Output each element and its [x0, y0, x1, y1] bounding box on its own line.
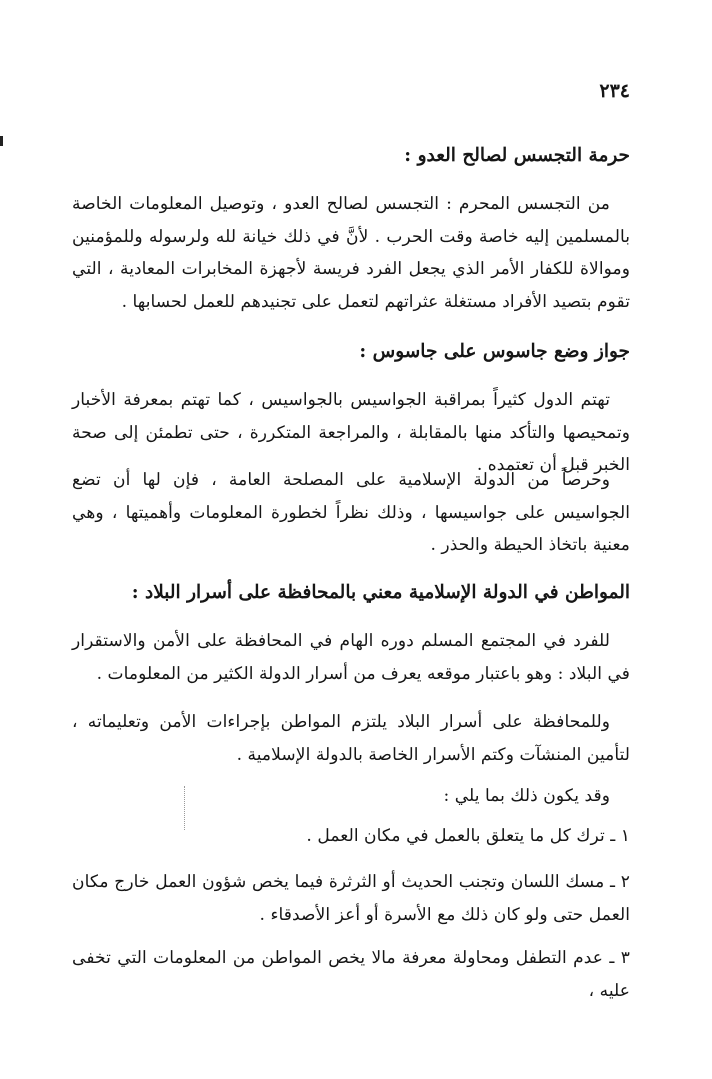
page-number: ٢٣٤	[599, 80, 630, 102]
margin-mark	[0, 136, 3, 146]
paragraph: من التجسس المحرم : التجسس لصالح العدو ، وتوصيل المعلومات الخاصة بالمسلمين إليه خاصة وقت الحرب . لأنَّ في ذلك خيانة لله ولرسوله وللمؤمنين وموالاة للكفار الأمر الذي يجعل الفرد فريسة لأجهزة المخابرات المعادية ، التي تقوم بتصيد الأفراد مستغلة عثراتهم لتعمل على تجنيدهم للعمل لحسابها .	[72, 194, 630, 312]
paragraph: وللمحافظة على أسرار البلاد يلتزم المواطن بإجراءات الأمن وتعليماته ، لتأمين المنشآت وكتم الأسرار الخاصة بالدولة الإسلامية .	[72, 712, 630, 765]
paragraph: تهتم الدول كثيراً بمراقبة الجواسيس بالجواسيس ، كما تهتم بمعرفة الأخبار وتمحيصها والتأكد منها بالمقابلة ، والمراجعة المتكررة ، حتى تطمئن إلى صحة الخبر قبل أن تعتمده .	[72, 390, 630, 475]
paragraph: وحرصاً من الدولة الإسلامية على المصلحة العامة ، فإن لها أن تضع الجواسيس على جواسيسها ، وذلك نظراً لخطورة المعلومات وأهميتها ، وهي معنية باتخاذ الحيطة والحذر .	[72, 470, 630, 555]
section-heading: المواطن في الدولة الإسلامية معني بالمحافظة على أسرار البلاد :	[131, 582, 630, 603]
section-heading: جواز وضع جاسوس على جاسوس :	[359, 341, 630, 362]
list-item: ١ ـ ترك كل ما يتعلق بالعمل في مكان العمل .	[306, 826, 630, 846]
list-item: ٣ ـ عدم التطفل ومحاولة معرفة مالا يخص المواطن من المعلومات التي تخفى عليه ،	[72, 948, 630, 1001]
list-item: ٢ ـ مسك اللسان وتجنب الحديث أو الثرثرة فيما يخص شؤون العمل خارج مكان العمل حتى ولو كان ذلك مع الأسرة أو أعز الأصدقاء .	[72, 872, 630, 925]
paragraph: وقد يكون ذلك بما يلي :	[443, 786, 610, 806]
paragraph: للفرد في المجتمع المسلم دوره الهام في المحافظة على الأمن والاستقرار في البلاد : وهو باعتبار موقعه يعرف من أسرار الدولة الكثير من المعلومات .	[72, 631, 630, 684]
section-heading: حرمة التجسس لصالح العدو :	[404, 145, 630, 166]
